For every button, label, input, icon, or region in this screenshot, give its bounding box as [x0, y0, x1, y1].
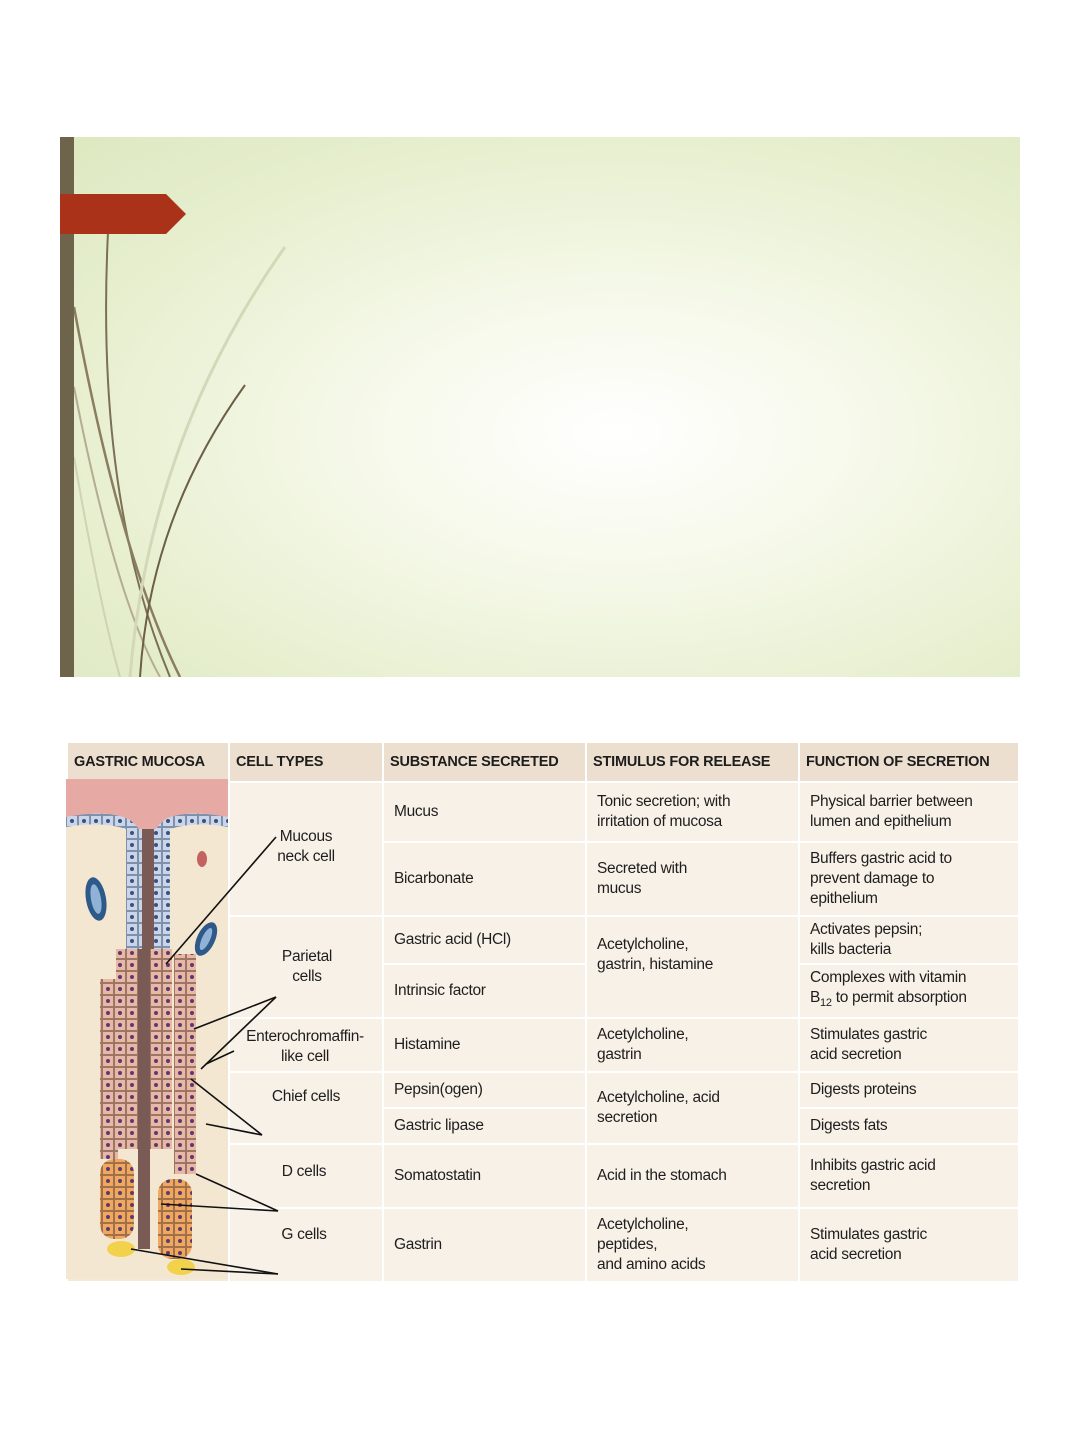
stimulus-histamine: Acetylcholine, gastrin [586, 1018, 799, 1072]
function-lipase: Digests fats [799, 1108, 1019, 1144]
label-chief-cells: Chief cells [271, 1088, 341, 1105]
function-histamine: Stimulates gastric acid secretion [799, 1018, 1019, 1072]
substance-histamine: Histamine [383, 1018, 586, 1072]
header-function: FUNCTION OF SECRETION [799, 742, 1019, 782]
substance-lipase: Gastric lipase [383, 1108, 586, 1144]
stimulus-pepsinogen: Acetylcholine, acid secretion [586, 1072, 799, 1144]
label-parietal-cells: Parietal cells [281, 948, 333, 985]
function-pepsinogen: Digests proteins [799, 1072, 1019, 1108]
function-gastrin: Stimulates gastric acid secretion [799, 1208, 1019, 1282]
stimulus-mucus: Tonic secretion; with irritation of mucosa [586, 782, 799, 842]
substance-somatostatin: Somatostatin [383, 1144, 586, 1208]
header-gastric-mucosa: GASTRIC MUCOSA [67, 742, 229, 782]
header-stimulus: STIMULUS FOR RELEASE [586, 742, 799, 782]
stimulus-gastrin: Acetylcholine, peptides, and amino acids [586, 1208, 799, 1282]
substance-bicarbonate: Bicarbonate [383, 842, 586, 916]
substance-pepsinogen: Pepsin(ogen) [383, 1072, 586, 1108]
function-mucus: Physical barrier between lumen and epithelium [799, 782, 1019, 842]
function-bicarbonate: Buffers gastric acid to prevent damage to epithelium [799, 842, 1019, 916]
function-somatostatin: Inhibits gastric acid secretion [799, 1144, 1019, 1208]
header-cell-types: CELL TYPES [229, 742, 383, 782]
stimulus-gastric-acid: Acetylcholine, gastrin, histamine [586, 916, 799, 1018]
stimulus-somatostatin: Acid in the stomach [586, 1144, 799, 1208]
substance-mucus: Mucus [383, 782, 586, 842]
table-header-row [67, 742, 1019, 782]
slide-tag-arrow [60, 194, 186, 234]
header-substance-secreted: SUBSTANCE SECRETED [383, 742, 586, 782]
label-mucous-neck-cell: Mucous neck cell [277, 828, 335, 865]
substance-gastrin: Gastrin [383, 1208, 586, 1282]
substance-gastric-acid: Gastric acid (HCl) [383, 916, 586, 964]
gastric-mucosa-figure [66, 741, 1018, 1279]
slide-panel [60, 137, 1020, 677]
label-ecl-cell: Enterochromaffin- like cell [246, 1028, 364, 1065]
stimulus-bicarbonate: Secreted with mucus [586, 842, 799, 916]
label-g-cells: G cells [281, 1226, 327, 1243]
label-d-cells: D cells [281, 1163, 327, 1180]
substance-intrinsic-factor: Intrinsic factor [383, 964, 586, 1018]
function-gastric-acid: Activates pepsin; kills bacteria [799, 916, 1019, 964]
function-intrinsic-factor: Complexes with vitamin $B_{12}$ to permit absorption [799, 964, 1019, 1018]
